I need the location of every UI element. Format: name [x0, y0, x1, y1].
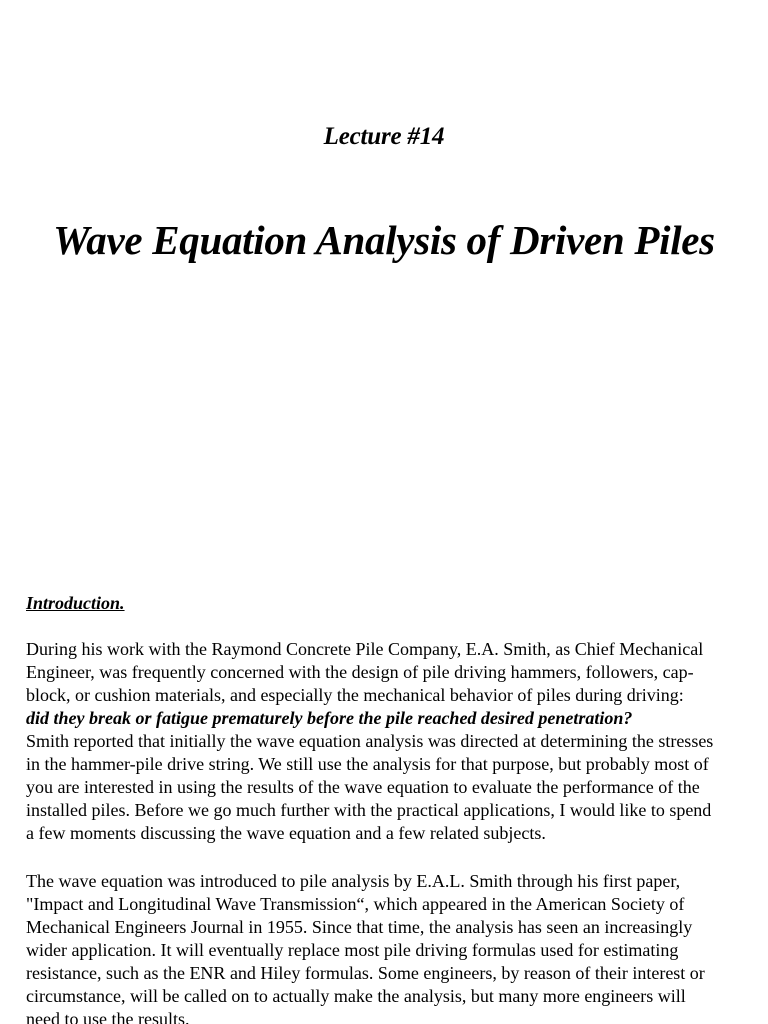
text-line: need to use the results. — [26, 1009, 190, 1024]
text-line: wider application. It will eventually replace most pile driving formulas used for estimating — [26, 940, 679, 960]
document-title: Wave Equation Analysis of Driven Piles — [53, 217, 715, 263]
paragraph-2 — [26, 870, 766, 1024]
text-line: circumstance, will be called on to actually make the analysis, but many more engineers will — [26, 986, 686, 1006]
paragraph-1 — [26, 638, 766, 845]
text-line: in the hammer-pile drive string. We still use the analysis for that purpose, but probably most of — [26, 754, 709, 774]
section-heading-introduction: Introduction. — [26, 593, 125, 613]
text-line: Smith reported that initially the wave equation analysis was directed at determining the stresses — [26, 731, 714, 751]
text-line: "Impact and Longitudinal Wave Transmission“, which appeared in the American Society of — [26, 894, 685, 914]
text-line: The wave equation was introduced to pile analysis by E.A.L. Smith through his first paper, — [26, 871, 681, 891]
text-line: you are interested in using the results of the wave equation to evaluate the performance of the — [26, 777, 700, 797]
lecture-number: Lecture #14 — [323, 123, 445, 150]
text-line: Mechanical Engineers Journal in 1955. Since that time, the analysis has seen an increasingly — [26, 917, 693, 937]
text-line: resistance, such as the ENR and Hiley formulas. Some engineers, by reason of their interest or — [26, 963, 705, 983]
text-line: block, or cushion materials, and especially the mechanical behavior of piles during driving: — [26, 685, 684, 705]
text-line: a few moments discussing the wave equation and a few related subjects. — [26, 823, 546, 843]
text-line: Engineer, was frequently concerned with the design of pile driving hammers, followers, cap- — [26, 662, 694, 682]
text-line: During his work with the Raymond Concrete Pile Company, E.A. Smith, as Chief Mechanical — [26, 639, 704, 659]
emphasized-question: did they break or fatigue prematurely before the pile reached desired penetration? — [26, 708, 633, 728]
text-line: installed piles. Before we go much further with the practical applications, I would like to spend — [26, 800, 712, 820]
